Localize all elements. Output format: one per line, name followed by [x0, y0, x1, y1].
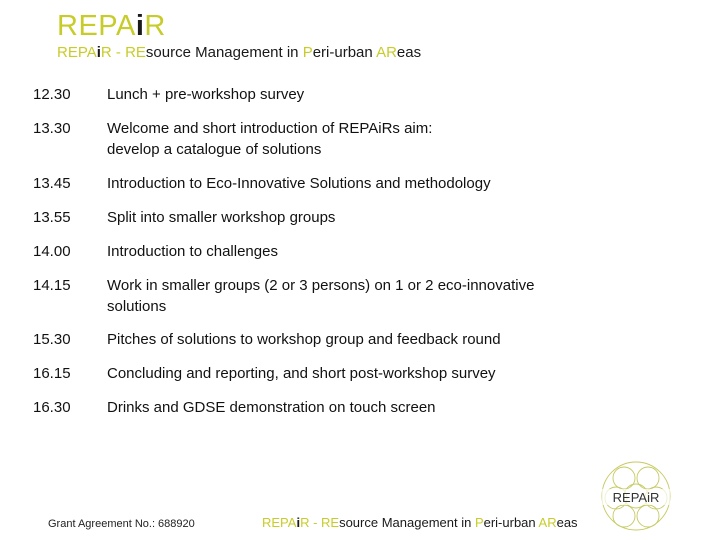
agenda-item: Drinks and GDSE demonstration on touch screen [107, 399, 436, 416]
agenda-row [33, 84, 653, 105]
agenda-item: Pitches of solutions to workshop group and feedback round [107, 331, 501, 348]
repair-corner-logo [596, 456, 676, 536]
agenda-item [107, 275, 653, 317]
agenda-time: 13.55 [33, 209, 71, 226]
tagline-part: eas [556, 515, 578, 530]
tagline-part: R - [300, 515, 322, 530]
agenda-time: 14.15 [33, 277, 71, 294]
tagline-part: REPA [57, 44, 97, 61]
tagline-part: source Management in [339, 515, 475, 530]
tagline-part: eri-urban [483, 515, 539, 530]
agenda-time: 13.45 [33, 175, 71, 192]
agenda-item-line: solutions [107, 298, 167, 315]
logo-text-i: i [135, 10, 145, 42]
agenda-item: Concluding and reporting, and short post-workshop survey [107, 365, 496, 382]
agenda-time: 14.00 [33, 243, 71, 260]
corner-logo-text: REPAiR [612, 490, 660, 505]
agenda-item-line: develop a catalogue of solutions [107, 141, 322, 158]
grant-agreement-text: Grant Agreement No.: 688920 [48, 518, 195, 530]
header-tagline [57, 44, 421, 62]
agenda-item: Split into smaller workshop groups [107, 209, 336, 226]
tagline-part: AR [538, 515, 557, 530]
agenda-item-line: Work in smaller groups (2 or 3 persons) on 1 or 2 eco-innovative [107, 277, 535, 294]
repair-logo [57, 10, 166, 42]
tagline-part: REPA [262, 515, 297, 530]
agenda-row [33, 241, 653, 262]
tagline-part: eri-urban [312, 44, 377, 61]
agenda-row [33, 207, 653, 228]
agenda-row [33, 173, 653, 194]
footer-tagline [262, 515, 578, 530]
tagline-part: R - [100, 44, 126, 61]
agenda-item: Lunch + pre-workshop survey [107, 86, 305, 103]
agenda-row [33, 275, 653, 317]
agenda-item: Introduction to Eco-Innovative Solutions and methodology [107, 175, 491, 192]
tagline-part: P [302, 44, 313, 61]
agenda-schedule [33, 80, 653, 418]
tagline-part: source Management in [145, 44, 303, 61]
agenda-item: Introduction to challenges [107, 243, 278, 260]
agenda-row [33, 329, 653, 350]
tagline-part: i [96, 44, 101, 61]
logo-text-suffix: R [144, 10, 166, 42]
tagline-part: AR [376, 44, 397, 61]
agenda-item [107, 118, 653, 160]
tagline-part: RE [321, 515, 340, 530]
agenda-time: 13.30 [33, 120, 71, 137]
agenda-row [33, 397, 653, 418]
agenda-time: 16.30 [33, 399, 71, 416]
agenda-row [33, 363, 653, 384]
header-brand [57, 10, 421, 62]
agenda-row [33, 118, 653, 160]
tagline-part: P [474, 515, 484, 530]
agenda-time: 15.30 [33, 331, 71, 348]
agenda-item-line: Welcome and short introduction of REPAiRs aim: [107, 120, 433, 137]
logo-text-prefix: REPA [57, 10, 136, 42]
agenda-time: 12.30 [33, 86, 71, 103]
tagline-part: i [296, 515, 301, 530]
tagline-part: eas [396, 44, 422, 61]
agenda-time: 16.15 [33, 365, 71, 382]
tagline-part: RE [125, 44, 146, 61]
